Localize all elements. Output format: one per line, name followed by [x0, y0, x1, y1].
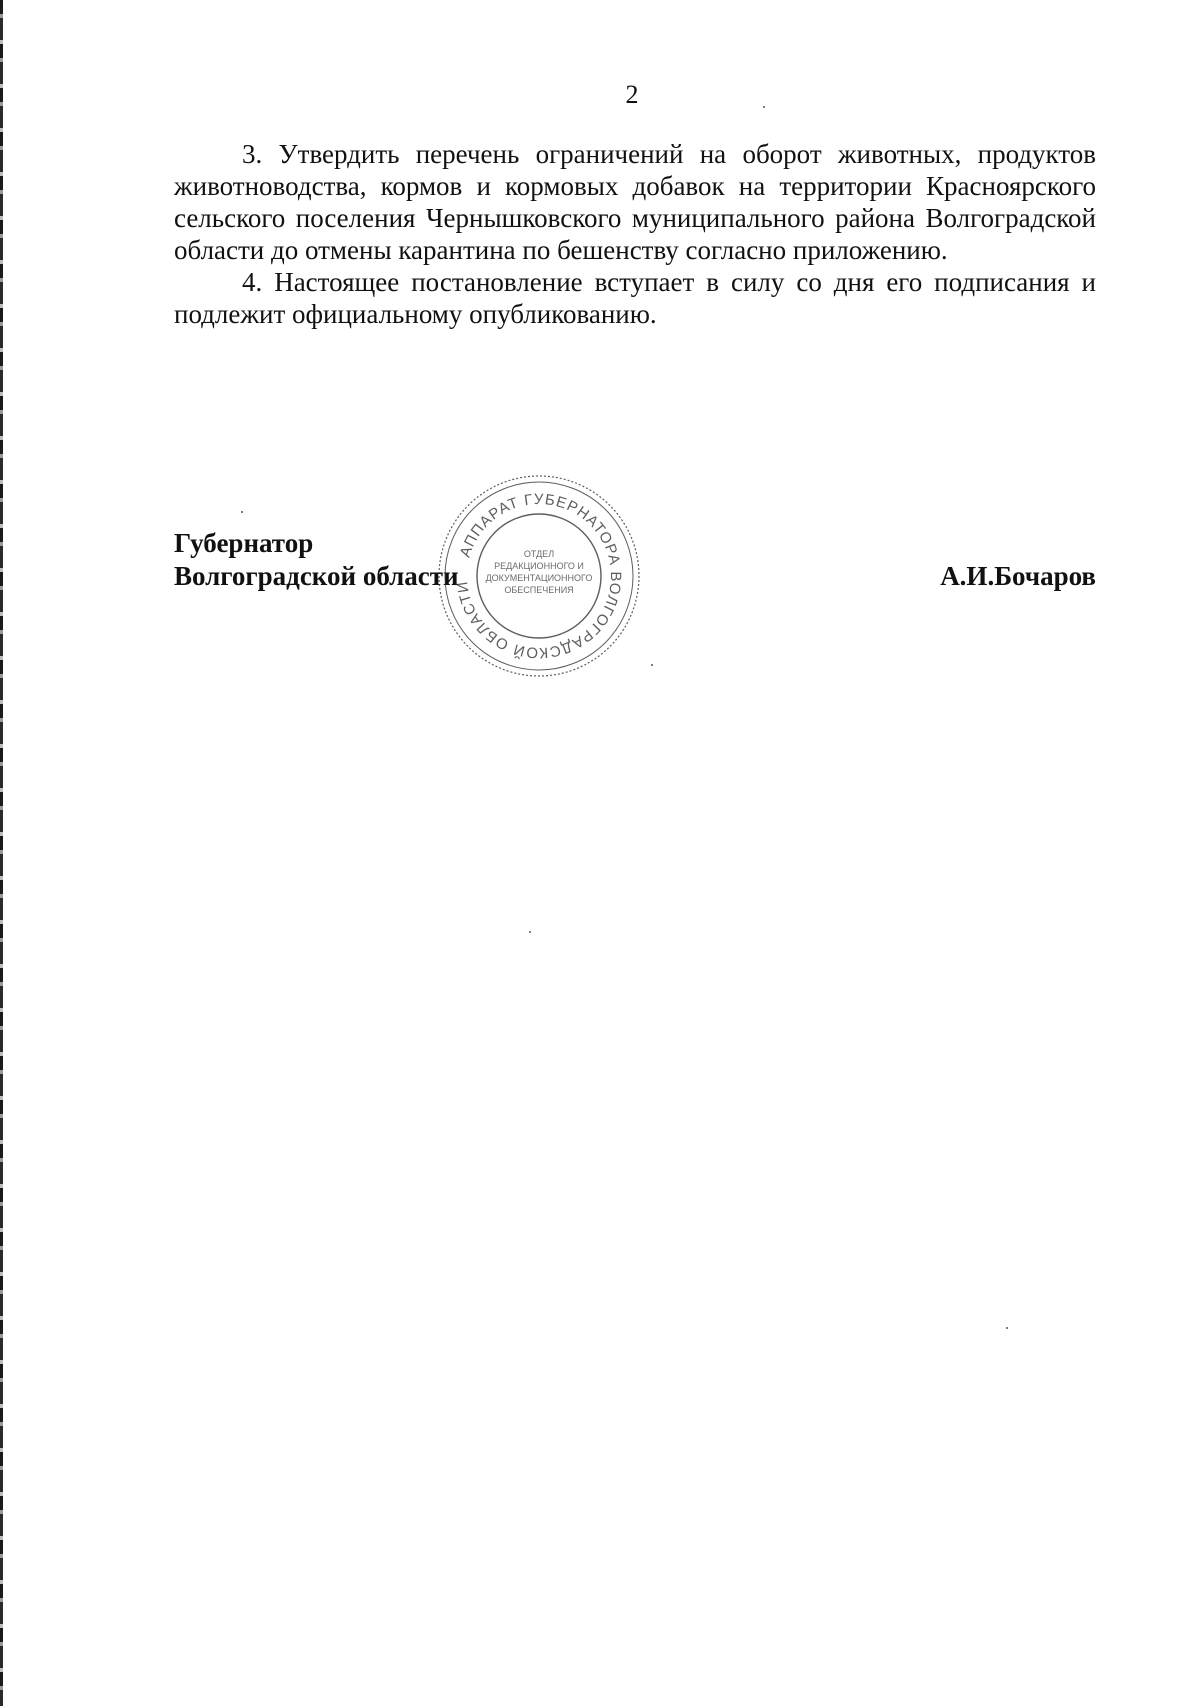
scan-edge: [0, 0, 3, 1706]
scan-speck: [763, 106, 765, 108]
paragraph-4: 4. Настоящее постановление вступает в силу со дня его подписания и подлежит официальному опубликованию.: [174, 267, 1096, 329]
scan-speck: [651, 664, 653, 666]
scan-speck: [241, 511, 243, 513]
signer-title: Губернатор: [174, 528, 314, 558]
paragraph-3: 3. Утвердить перечень ограничений на оборот животных, продуктов животноводства, кормов и кормовых добавок на территории Красноярского сельского поселения Чернышковского муниципального района Волгоградской области до отмены карантина по бешенству согласно приложению.: [174, 139, 1096, 265]
stamp-center-text: ОТДЕЛ РЕДАКЦИОННОГО И ДОКУМЕНТАЦИОННОГО ОБЕСПЕЧЕНИЯ: [485, 549, 593, 595]
page-number: 2: [625, 80, 639, 109]
scan-speck: [1006, 1327, 1008, 1329]
signer-region: Волгоградской области: [174, 561, 459, 591]
signer-name: А.И.Бочаров: [940, 561, 1096, 591]
document-body: [174, 138, 1096, 330]
official-seal-icon: [433, 470, 645, 682]
scan-speck: [529, 931, 531, 933]
stamp-outer-text: АППАРАТ ГУБЕРНАТОРА ВОЛГОГРАДСКОЙ ОБЛАСТИ: [454, 490, 625, 662]
